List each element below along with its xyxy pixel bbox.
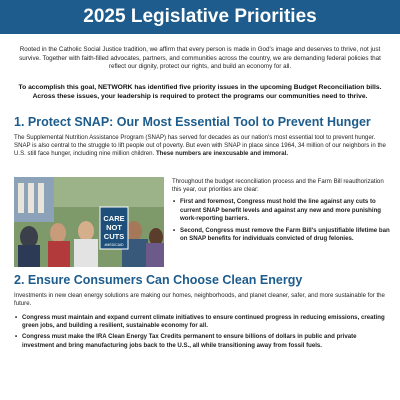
section-1-lead: Throughout the budget reconciliation process and the Farm Bill reauthorization this year, our priorities are clear: (172, 178, 384, 194)
intro-paragraph: Rooted in the Catholic Social Justice tradition, we affirm that every person is made in God's image and deserves to thrive, not just survive. Together with faith-filled advocates, partners, and communities across the country, we are demanding federal policies that reflect our dignity, protect our rights, and build an economy for all. (19, 46, 381, 71)
section-1-paragraph-text: The Supplemental Nutrition Assistance Program (SNAP) has served for decades as our nation's most essential tool to prevent hunger. SNAP is also central to the struggle to lift people out of poverty. But even with SNAP in place since 1964, 34 million of our neighbors in the U.S. still face hunger, including nine million children. (14, 134, 386, 158)
section-1-heading: 1. Protect SNAP: Our Most Essential Tool to Prevent Hunger (14, 115, 371, 129)
section-2-bullet: • Congress must make the IRA Clean Energy Tax Credits permanent to ensure billions of dollars in public and private investment and bring manufacturing jobs back to the U.S., all while transitioning away from fossil fuels. (14, 333, 388, 349)
sign-text-2: NOT (106, 223, 122, 232)
rally-photo-image (14, 177, 164, 267)
sign-text-3: CUTS (103, 232, 125, 241)
section-2-paragraph: Investments in new clean energy solutions are making our homes, neighborhoods, and planet cleaner, safer, and more sustainable for the future. (14, 292, 385, 308)
sign-text-1: CARE (103, 214, 125, 223)
page-title-banner (0, 0, 400, 34)
goal-statement: To accomplish this goal, NETWORK has identified five priority issues in the upcoming Budget Reconciliation bills. Across these issues, your leadership is required to protect the programs our communities need to thrive. (18, 84, 382, 100)
section-2-bullets (14, 314, 388, 353)
sign-small-text: #MEDICAID (104, 243, 124, 247)
section-1-bullet: • Second, Congress must remove the Farm Bill's unjustifiable lifetime ban on SNAP benefits for individuals convicted of drug felonies. (172, 227, 390, 243)
section-1-paragraph (14, 134, 388, 159)
page-title: 2025 Legislative Priorities (83, 6, 317, 27)
section-1-bullet: • First and foremost, Congress must hold the line against any cuts to current SNAP benefit levels and against any new and more punishing work-reporting barriers. (172, 198, 390, 223)
rally-photo (14, 177, 164, 267)
section-2-heading: 2. Ensure Consumers Can Choose Clean Energy (14, 273, 303, 287)
section-1-priorities (172, 178, 390, 247)
section-1-paragraph-emphasis: These numbers are inexcusable and immoral. (155, 150, 289, 158)
section-2-bullet: • Congress must maintain and expand current climate initiatives to ensure continued progress in reducing emissions, creating green jobs, and building a resilient, sustainable economy for all. (14, 314, 388, 330)
